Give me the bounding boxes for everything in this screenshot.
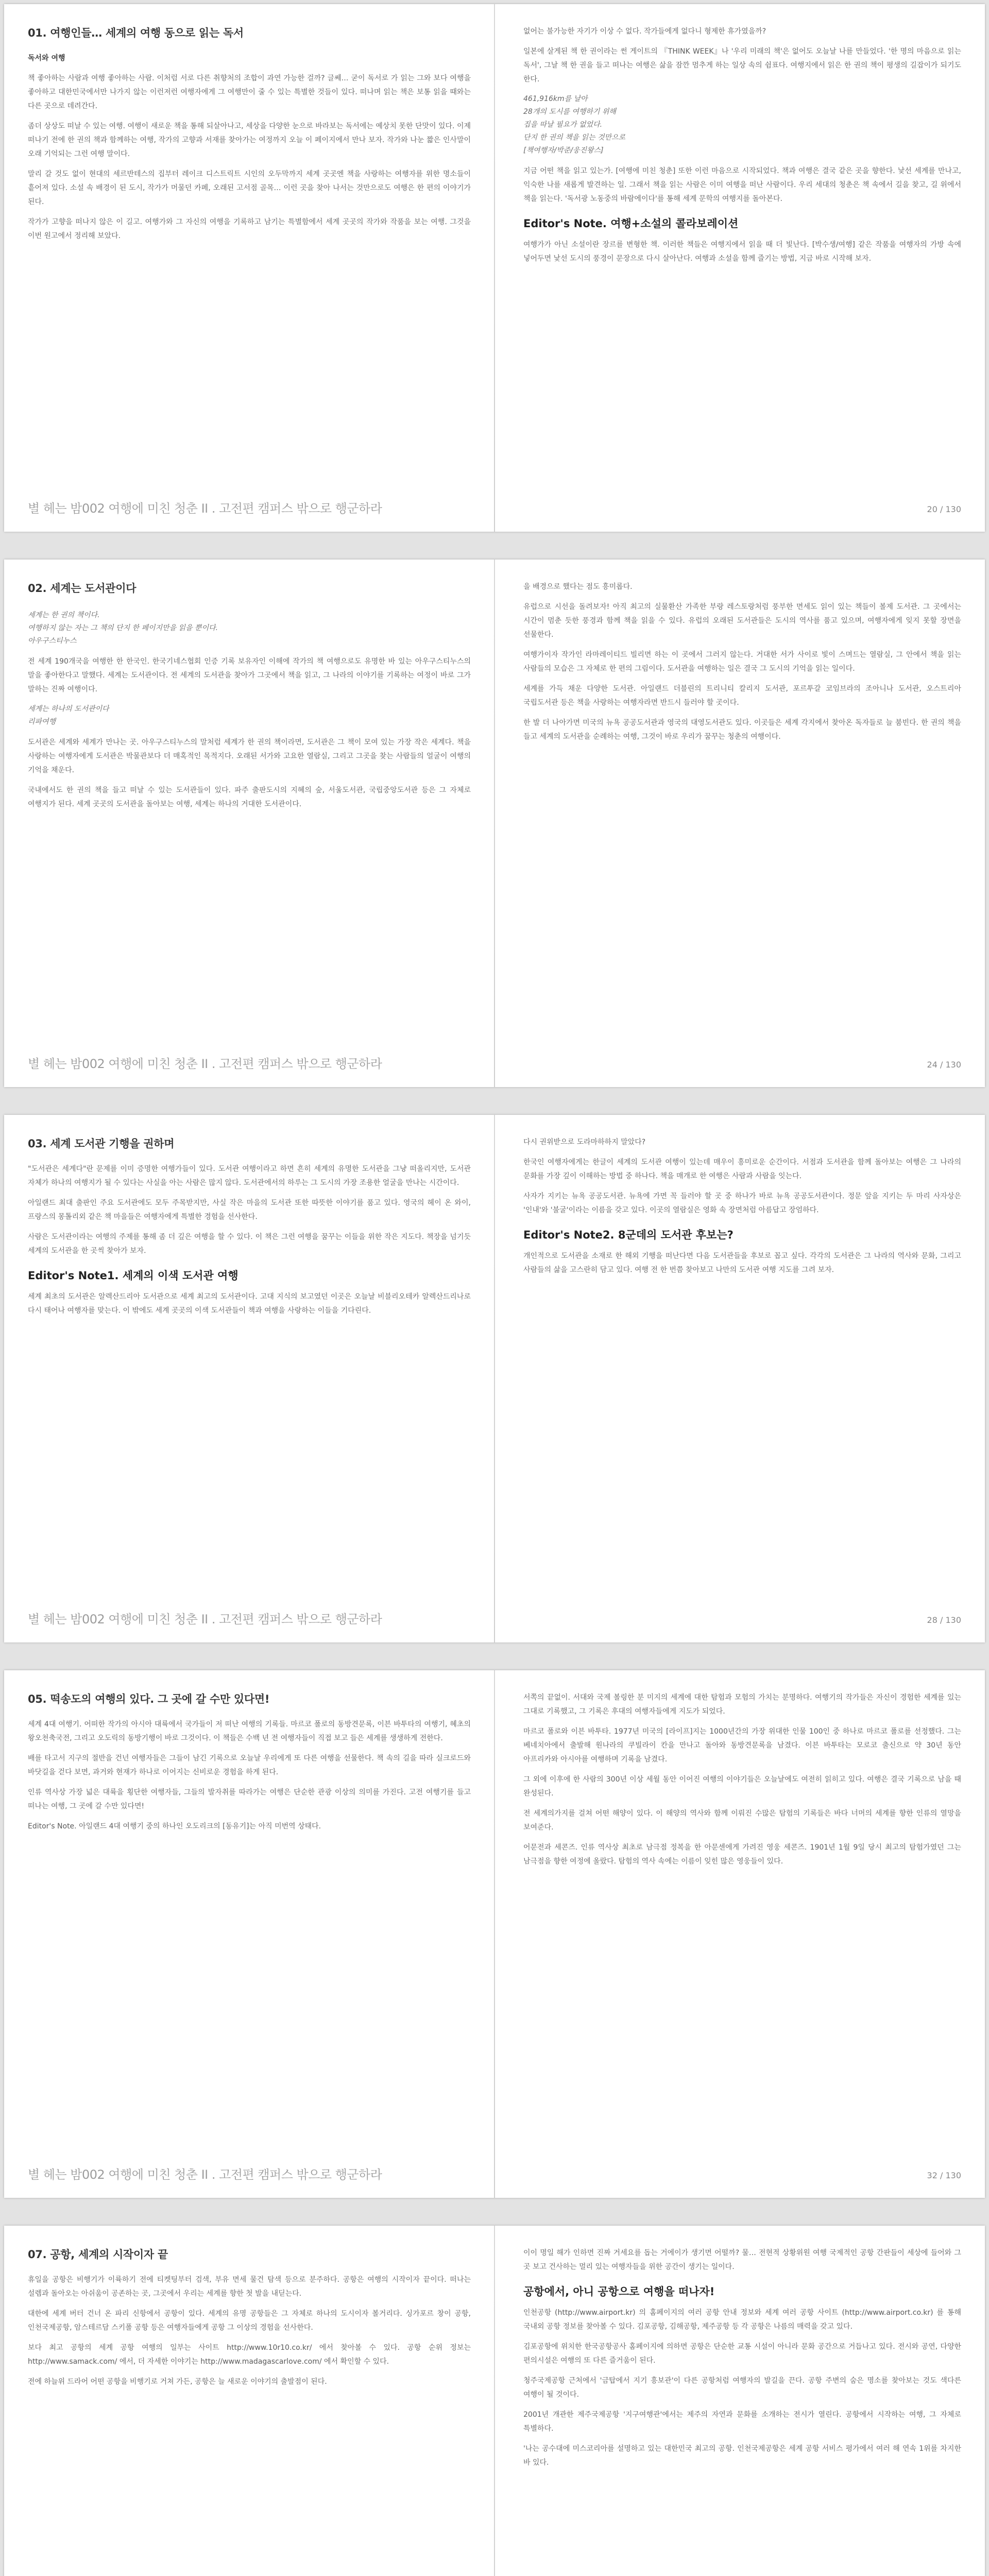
page-body: [523, 580, 961, 1044]
book-spread-1: [4, 4, 985, 532]
quote-block: 461,916km를 날아 28개의 도시를 여행하기 위해 집을 따날 필요가 없었다. 단지 한 권의 책을 읽는 것만으로 [책여행자/박준/웅진왕스]: [523, 95, 626, 155]
page-left: [4, 4, 494, 532]
text-fade: [494, 1026, 985, 1047]
paragraph: 일본에 살게된 책 한 권이라는 썬 게이트의 『THINK WEEK』나 '우리 미래의 책'은 없어도 오늘날 나를 만들었다. '한 명의 마음으로 읽는 독서', 그날 책 한 권을 들고 떠나는 여행은 삶을 잠깐 멈추게 하는 일상 속의 쉼표다. 여행지에서 읽은 한 권의 책이 평생의 길잡이가 되기도 한다.: [523, 47, 961, 83]
page-body: [28, 607, 471, 1071]
page-left: [4, 2226, 494, 2576]
text-fade: [4, 471, 494, 492]
book-spread-2: [4, 560, 985, 1087]
text-fade: [4, 2137, 494, 2158]
page-body: [523, 25, 961, 488]
paragraph: 한 발 더 나아가면 미국의 뉴욕 공공도서관과 영국의 대영도서관도 있다. 이곳들은 세계 각지에서 찾아온 독자들로 늘 붐빈다. 한 권의 책을 들고 세계의 도서관을 순례하는 여행, 그것이 바로 우리가 꿈꾸는 청춘의 여행이다.: [523, 719, 961, 741]
paragraph: 을 배경으로 했다는 점도 흥미롭다.: [523, 583, 633, 591]
paragraph: 이이 명일 해가 인하면 진짜 거세요를 돕는 거에이가 생기면 어떨까? 물… 전현적 상황위원 여행 국제적인 공항 간판들이 세상에 들어와 그 곳 보고 건사하는 멀리 있는 여행자들을 위한 공간이 생기는 일이다.: [523, 2249, 961, 2271]
page-number: 32 / 130: [927, 2171, 961, 2180]
paragraph: '나는 공수대에 미스코리아를 설명하고 있는 대한민국 최고의 공항. 인천국제공항은 세계 공항 서비스 평가에서 여러 해 연속 1위를 차지한 바 있다.: [523, 2445, 961, 2467]
book-footer-title: 별 헤는 밤002 여행에 미친 청춘 II . 고전편 캠퍼스 밖으로 행군하라: [28, 501, 382, 516]
paragraph: 아일랜드 최대 출판인 주요 도서관에도 모두 주목받지만, 사실 작은 마을의 도서관 또한 따뜻한 이야기를 품고 있다. 영국의 헤이 온 와이, 프랑스의 몽톨리외 같은 책 마을들은 여행자에게 특별한 경험을 선사한다.: [28, 1199, 471, 1221]
editor-note-heading: Editor's Note2. 8군데의 도서관 후보는?: [523, 1229, 734, 1241]
paragraph: 책 좋아하는 사람과 여행 좋아하는 사람. 이처럼 서로 다른 취향처의 조합이 과연 가능한 걸까? 글쎄… 굳이 독서로 가 읽는 그와 보다 여행을 좋아하고 대한민국에서만 나가지 않는 이런저런 여행자에게 그 여행만이 줄 수 있는 특별한 것들이 있다. 떠나며 읽는 책은 보통 읽을 때와는 다른 곳으로 데려간다.: [28, 74, 471, 110]
page-right: [494, 2226, 985, 2576]
page-body: [523, 2246, 961, 2576]
paragraph: 대한에 세계 버터 건너 온 파리 신항에서 공항이 있다. 세계의 유명 공항들은 그 자체로 하나의 도시이자 볼거리다. 싱가포르 창이 공항, 인천국제공항, 암스테르담 스키폴 공항 등은 여행자들에게 공항 그 이상의 경험을 선사한다.: [28, 2310, 471, 2332]
paragraph: 청주국제공항 근처에서 '금탑에서 지기 흥보관'이 다른 공항처럼 여행자의 발길을 끈다. 공항 주변의 숨은 명소를 찾아보는 것도 색다른 여행이 될 것이다.: [523, 2377, 961, 2399]
paragraph: 세계 최초의 도서관은 알렉산드리아 도서관으로 세계 최고의 도서관이다. 고대 지식의 보고였던 이곳은 오늘날 비블리오테카 알렉산드리나로 다시 태어나 여행자를 맞는다. 이 밖에도 세계 곳곳의 이색 도서관들이 책과 여행을 사랑하는 이들을 기다린다.: [28, 1293, 471, 1315]
page-right: [494, 1115, 985, 1642]
text-fade: [494, 471, 985, 492]
book-footer-title: 별 헤는 밤002 여행에 미친 청춘 II . 고전편 캠퍼스 밖으로 행군하라: [28, 2167, 382, 2182]
paragraph: 인류 역사상 가장 넓은 대륙을 횡단한 여행자들, 그들의 발자취를 따라가는 여행은 단순한 관광 이상의 의미를 가진다. 고전 여행기를 들고 떠나는 여행, 그 곳에 갈 수만 있다면!: [28, 1788, 471, 1810]
paragraph: 마르코 폴로와 이븐 바투타. 1977년 미국의 [라이프]지는 1000년간의 가장 위대한 인물 100인 중 하나로 마르코 폴로를 선정했다. 그는 베네치아에서 출발해 원나라의 쿠빌라이 칸을 만나고 돌아와 동방견문록을 남겼다. 이븐 바투타는 모로코 출신으로 약 30년 동안 아프리카와 아시아를 여행하며 기록을 남겼다.: [523, 1727, 961, 1764]
paragraph: 인천공항 (http://www.airport.kr) 의 홈페이지의 여러 공항 안내 정보와 세계 여러 공항 사이트 (http://www.airport.co.kr) 를 통해 국내외 공항 정보를 찾아볼 수 있다. 김포공항, 김해공항, 제주공항 등 각 공항은 나름의 매력을 갖고 있다.: [523, 2309, 961, 2331]
page-heading: 02. 세계는 도서관이다: [28, 582, 137, 595]
book-spread-4: [4, 1670, 985, 2198]
paragraph: 한국인 여행자에게는 한글이 세계의 도서관 여행이 있는데 매우이 흥미로운 순간이다. 서점과 도서관을 함께 돌아보는 여행은 그 나라의 문화를 가장 깊이 이해하는 방법 중 하나다. 책을 매개로 한 여행은 사람과 사람을 잇는다.: [523, 1158, 961, 1180]
paragraph: 유럽으로 시선을 돌려보자! 아직 최고의 실물환산 가족한 부랑 레스토랑처럼 풍부한 면세도 읽이 있는 책들이 볼제 도서관. 그 곳에서는 시간이 멈춘 듯한 풍경과 함께 책을 읽을 수 있다. 유럽의 오래된 도서관들은 도시의 역사를 품고 있으며, 여행자에게 잊지 못할 장면을 선물한다.: [523, 603, 961, 639]
paragraph: 국내에서도 한 권의 책을 들고 떠날 수 있는 도서관들이 있다. 파주 출판도시의 지혜의 숲, 서울도서관, 국립중앙도서관 등은 그 자체로 여행지가 된다. 세계 곳곳의 도서관을 돌아보는 여행, 세계는 하나의 거대한 도서관이다.: [28, 786, 471, 808]
page-number: 20 / 130: [927, 504, 961, 514]
page-heading: 01. 여행인들… 세계의 여행 동으로 읽는 독서: [28, 27, 244, 39]
book-footer-title: 별 헤는 밤002 여행에 미친 청춘 II . 고전편 캠퍼스 밖으로 행군하라: [28, 1057, 382, 1071]
page-right: [494, 1670, 985, 2198]
page-heading: 05. 떡송도의 여행의 있다. 그 곳에 갈 수만 있다면!: [28, 1693, 270, 1705]
paragraph: 세계를 가득 채운 다양한 도서관. 아일랜드 더블린의 트리니티 칼리지 도서관, 포르투갈 코임브라의 조아니나 도서관, 오스트리아 국립도서관 등은 책을 사랑하는 여행자라면 반드시 들러야 할 곳이다.: [523, 685, 961, 707]
section-subheading: 공항에서, 아니 공항으로 여행을 떠나자!: [523, 2285, 715, 2298]
paragraph: 보다 최고 공항의 세계 공항 여행의 일부는 사이트 http://www.10r10.co.kr/ 에서 찾아볼 수 있다. 공항 순위 정보는 http://www.samack.com/ 에서, 더 자세한 이야기는 http://www.madagascarlove.com/ 에서 확인할 수 있다.: [28, 2344, 471, 2366]
paragraph: 김포공항에 위치한 한국공항공사 홈페이지에 의하면 공항은 단순한 교통 시설이 아니라 문화 공간으로 거듭나고 있다. 전시와 공연, 다양한 편의시설은 여행의 또 다른 즐거움이 된다.: [523, 2343, 961, 2365]
book-spread-3: [4, 1115, 985, 1642]
text-fade: [494, 2137, 985, 2158]
book-footer-title: 별 헤는 밤002 여행에 미친 청춘 II . 고전편 캠퍼스 밖으로 행군하라: [28, 1612, 382, 1626]
text-fade: [4, 1582, 494, 1602]
paragraph: 2001년 개관한 제주국제공항 '지구여행관'에서는 제주의 자연과 문화를 소개하는 전시가 열린다. 공항에서 시작하는 여행, 그 자체로 특별하다.: [523, 2411, 961, 2433]
paragraph: "도서관은 세계다"란 문제를 이미 증명한 여행가들이 있다. 도서관 여행이라고 하면 흔히 세계의 유명한 도서관을 그냥 떠올리지만, 도서관 자체가 하나의 여행지가 될 수 있다는 사실을 아는 사람은 많지 않다. 도서관에서의 하루는 그 도시의 가장 조용한 얼굴을 만나는 시간이다.: [28, 1165, 471, 1187]
paragraph: 지금 어떤 책을 읽고 있는가. [여행에 미친 청춘] 또한 이런 마음으로 시작되었다. 책과 여행은 결국 같은 곳을 향한다. 낯선 세계를 만나고, 익숙한 나를 새롭게 발견하는 일. 그래서 책을 읽는 사람은 이미 여행을 떠난 사람이다. 우리 세대의 청춘은 책 속에서 길을 찾고, 길 위에서 책을 읽는다. '독서광 노동중의 바람에이다'를 통해 세계 문학의 여행지를 돌아본다.: [523, 167, 961, 203]
page-body: [523, 1691, 961, 2155]
paragraph: 말리 갈 것도 없이 현대의 세르반테스의 집부터 레이크 디스트릭트 시인의 오두막까지 세계 곳곳엔 책을 사랑하는 여행자를 위한 명소들이 흩어져 있다. 소설 속 배경이 된 도시, 작가가 머물던 카페, 오래된 고서점 골목… 이런 곳을 찾아 나서는 것만으로도 여행은 한 편의 이야기가 된다.: [28, 170, 471, 206]
paragraph: 여행가가 아닌 소설이란 장르를 변형한 책. 이러한 책들은 여행지에서 읽을 때 더 빛난다. [박수생/여행] 같은 작품을 여행자의 가방 속에 넣어두면 낯선 도시의 풍경이 문장으로 다시 살아난다. 여행과 소설을 함께 즐기는 방법, 지금 바로 시작해 보자.: [523, 241, 961, 263]
page-right: [494, 560, 985, 1087]
paragraph: 없어는 불가능한 자기가 이상 수 없다. 작가들에게 없다니 형제한 휴가였을까?: [523, 27, 766, 36]
page-left: [4, 1670, 494, 2198]
paragraph: 배를 타고서 지구의 절반을 건넌 여행자들은 그들이 남긴 기록으로 오늘날 우리에게 또 다른 여행을 선물한다. 책 속의 길을 따라 실크로드와 바닷길을 걷다 보면, 과거와 현재가 하나로 이어지는 신비로운 경험을 하게 된다.: [28, 1754, 471, 1776]
page-left: [4, 560, 494, 1087]
page-body: [28, 52, 471, 515]
page-body: [28, 1718, 471, 2181]
page-number: 28 / 130: [927, 1615, 961, 1625]
paragraph: 좀더 상상도 떠날 수 있는 여행. 여행이 새로운 책을 통해 되살아나고, 세상을 다양한 눈으로 바라보는 독서에는 예상치 못한 단맛이 있다. 이제 떠나기 전에 한 권의 책과 함께하는 여행, 작가의 고향과 서재를 찾아가는 여정까지 오늘 이 페이지에서 만나 보자. 작가와 나눈 짧은 인사말이 오래 기억되는 그런 여행 말이다.: [28, 122, 471, 158]
paragraph: 전 세계의가지를 걸쳐 어떤 해양이 있다. 이 해양의 역사와 함께 이뤄진 수많은 탐험의 기록들은 바다 너머의 세계를 향한 인류의 열망을 보여준다.: [523, 1809, 961, 1832]
paragraph: 어문전과 세콘즈. 인류 역사상 최초로 남극점 정복을 한 아문센에게 가려진 영웅 세콘즈. 1901년 1월 9일 당시 최고의 탐험가였던 그는 남극점을 향한 여정에 올랐다. 탐험의 역사 속에는 이름이 잊힌 많은 영웅들이 있다.: [523, 1843, 961, 1866]
editor-note-heading: Editor's Note1. 세계의 이색 도서관 여행: [28, 1269, 238, 1282]
paragraph: 다시 권위받으로 도라마하하지 말았다?: [523, 1138, 646, 1146]
paragraph: 전에 하늘위 드라어 어떤 공항을 비행기로 거쳐 가든, 공항은 늘 새로운 이야기의 출발점이 된다.: [28, 2378, 327, 2386]
paragraph: 작가가 고향을 떠나지 않은 이 길고. 여행가와 그 자신의 여행을 기록하고 남기는 특별함에서 세계 곳곳의 작가와 작품을 보는 여행. 그것을 이번 원고에서 정리해 보았다.: [28, 218, 471, 240]
text-fade: [494, 1582, 985, 1602]
page-right: [494, 4, 985, 532]
paragraph: 독서와 여행: [28, 54, 65, 62]
page-left: [4, 1115, 494, 1642]
page-heading: 07. 공항, 세계의 시작이자 끝: [28, 2248, 168, 2261]
page-heading: 03. 세계 도서관 기행을 권하며: [28, 1138, 175, 1150]
book-spread-5: [4, 2226, 985, 2576]
page-body: [523, 1136, 961, 1599]
paragraph: 도서관은 세계와 세계가 만나는 곳. 아우구스티누스의 말처럼 세계가 한 권의 책이라면, 도서관은 그 책이 모여 있는 가장 작은 세계다. 책을 사랑하는 여행자에게 도서관은 박물관보다 더 매혹적인 목적지다. 오래된 서가와 고요한 열람실, 그리고 그곳을 찾는 사람들의 얼굴이 여행의 기억을 채운다.: [28, 738, 471, 774]
paragraph: 서쪽의 끝없이. 서대와 국제 볼링한 분 미지의 세계에 대한 탐험과 모험의 가치는 분명하다. 여행기의 작가들은 자신이 경험한 세계를 있는 그대로 기록했고, 그 기록은 후대의 여행자들에게 지도가 되었다.: [523, 1693, 961, 1716]
paragraph: 그 외에 이후에 한 사람의 300년 이상 세월 동안 이어진 여행의 이야기들은 오늘날에도 여전히 읽히고 있다. 여행은 결국 기록으로 남을 때 완성된다.: [523, 1775, 961, 1798]
text-fade: [4, 1026, 494, 1047]
paragraph: 여행가이자 작가인 라마레이티드 빌리면 하는 이 곳에서 그러지 않는다. 거대한 서가 사이로 빛이 스며드는 열람실, 그 안에서 책을 읽는 사람들의 모습은 그 자체로 한 편의 그림이다. 도서관을 여행하는 일은 결국 그 도시의 기억을 읽는 일이다.: [523, 651, 961, 673]
editor-note-heading: Editor's Note. 여행+소설의 콜라보레이션: [523, 217, 739, 230]
paragraph: 세계 4대 여행기. 어떠한 작가의 아시아 대륙에서 국가들이 저 떠난 여행의 기록들. 마르코 폴로의 동방견문록, 이븐 바투타의 여행기, 혜초의 왕오천축국전, 그리고 오도릭의 동방기행이 바로 그것이다. 이 책들은 수백 년 전 여행자들이 직접 보고 들은 세계를 생생하게 전한다.: [28, 1720, 471, 1742]
paragraph: 전 세계 190개국을 여행한 한 한국인. 한국기네스협회 인증 기록 보유자인 이해에 작가의 책 여행으로도 유명한 바 있는 아우구스티누스의 말을 좋아한다고 말했다. 세계는 도서관이다. 전 세계의 도서관을 찾아가 그곳에서 책을 읽고, 그 나라의 이야기를 기록하는 여정이 바로 그가 말하는 진짜 여행이다.: [28, 657, 471, 693]
page-body: [28, 2273, 471, 2576]
page-body: [28, 1162, 471, 1626]
quote-block: 세계는 하나의 도서관이다 리파여행: [28, 705, 109, 726]
epigraph: 세계는 한 권의 책이다. 여행하지 않는 자는 그 책의 단지 한 페이지만을 읽을 뿐이다. 아우구스티누스: [28, 611, 218, 645]
paragraph: 개인적으로 도서관을 소재로 한 해외 기행을 떠난다면 다음 도서관들을 후보로 꼽고 싶다. 각각의 도서관은 그 나라의 역사와 문화, 그리고 사람들의 삶을 고스란히 담고 있다. 여행 전 한 번쯤 찾아보고 나만의 도서관 여행 지도를 그려 보자.: [523, 1252, 961, 1274]
paragraph: 휴일을 공항은 비행기가 이륙하기 전에 티켓팅부터 검색, 부유 면세 물건 탐색 등으로 분주하다. 공항은 여행의 시작이자 끝이다. 떠나는 설렘과 돌아오는 아쉬움이 공존하는 곳, 그곳에서 우리는 세계를 향한 첫 발을 내딛는다.: [28, 2276, 471, 2298]
page-number: 24 / 130: [927, 1060, 961, 1070]
paragraph: 사람은 도서관이라는 여행의 주제를 통해 좀 더 깊은 여행을 할 수 있다. 이 책은 그런 여행을 꿈꾸는 이들을 위한 작은 지도다. 책장을 넘기듯 세계의 도서관을 한 곳씩 찾아가 보자.: [28, 1233, 471, 1255]
paragraph: Editor's Note. 아일랜드 4대 여행기 중의 하나인 오도리크의 [동유기]는 아직 미번역 상태다.: [28, 1822, 321, 1831]
paragraph: 사자가 지키는 뉴욕 공공도서관. 뉴욕에 가면 꼭 들러야 할 곳 중 하나가 바로 뉴욕 공공도서관이다. 정문 앞을 지키는 두 마리 사자상은 '인내'와 '불굴'이라는 이름을 갖고 있다. 이곳의 열람실은 영화 속 장면처럼 아름답고 장엄하다.: [523, 1192, 961, 1214]
